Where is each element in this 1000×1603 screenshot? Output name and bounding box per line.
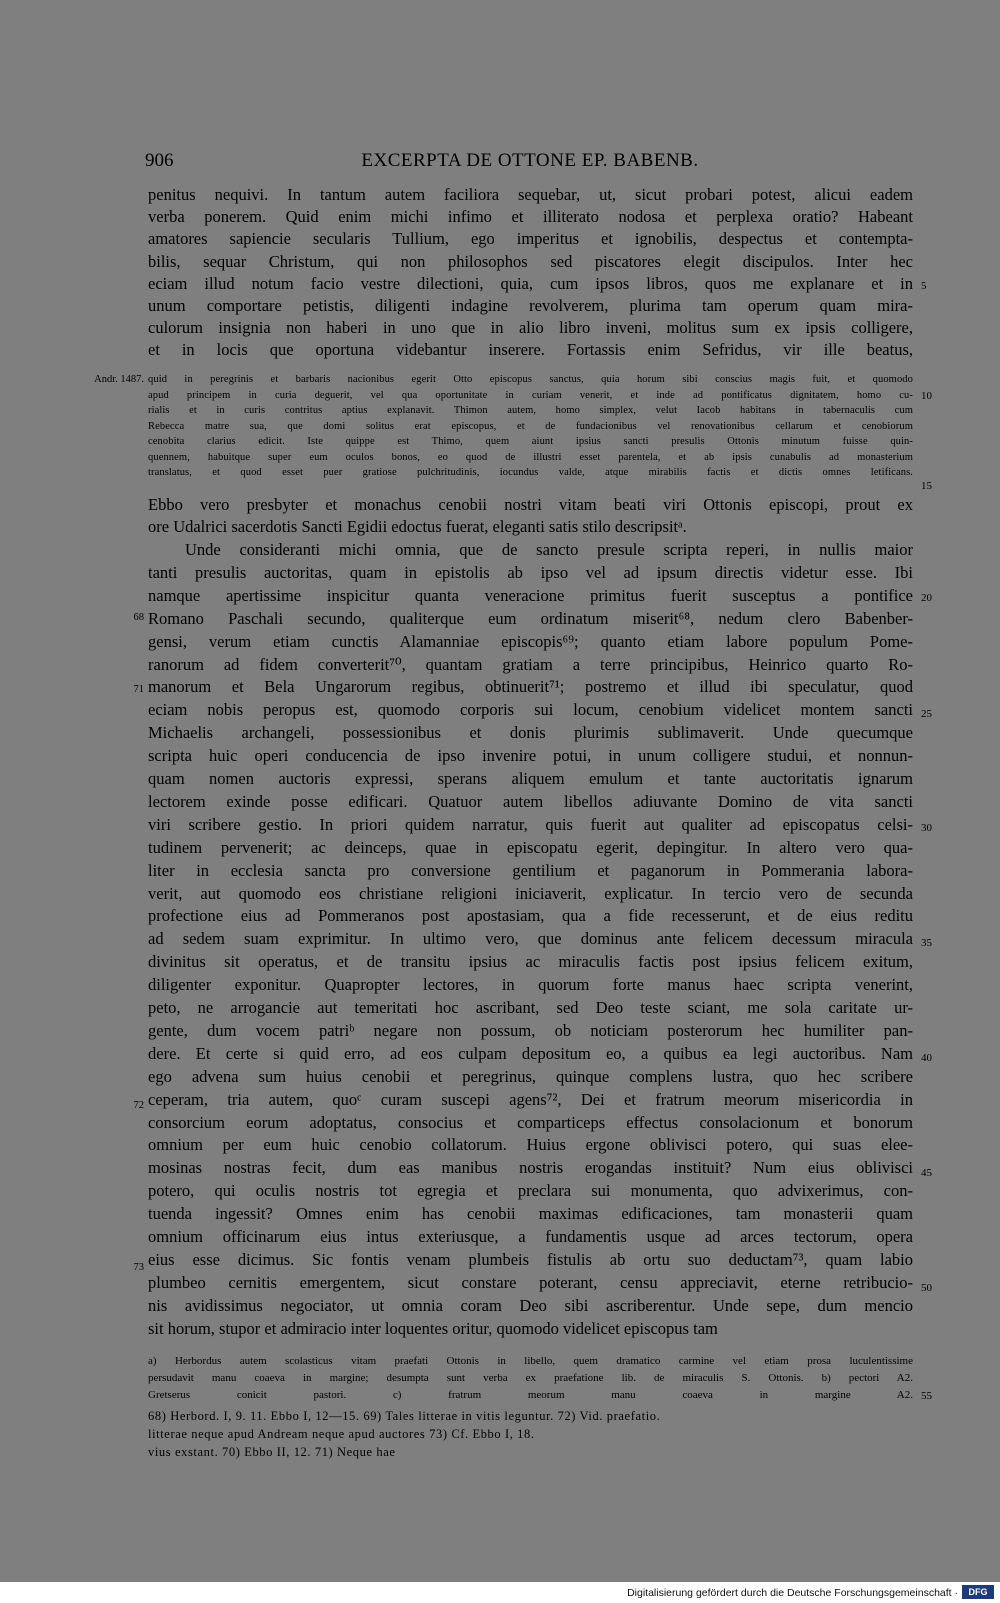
body-line: ranorum ad fidem converterit⁷⁰, quantam gratiam a terre principibus, Heinrico quarto Ro- [148, 654, 913, 674]
funding-credit: Digitalisierung gefördert durch die Deutsche Forschungsgemeinschaft · [627, 1587, 958, 1599]
line-number: 15 [921, 480, 932, 492]
quoted-small-line: cenobita clarius edicit. Iste quippe est Thimo, quem aiunt ipsius sancti presulis Ottonis minutum fuisse quin- [148, 436, 913, 447]
quoted-small-line: translatus, et quod esset puer gratiose pulchritudinis, iocundus valde, atque mirabilis factis et dictis omnes letificans. [148, 467, 913, 478]
quoted-small-line: quennem, habuitque super eum oculos bonos, eo quod de illustri esset parentela, et ab ipsis cunabulis ad monasterium [148, 451, 913, 463]
line-number: 25 [921, 708, 932, 720]
body-line: eius esse dicimus. Sic fontis venam plumbeis fistulis ab ortu suo deductam⁷³, quam labio [148, 1249, 913, 1269]
body-line: penitus nequivi. In tantum autem faciliora sequebar, ut, sicut probari potest, alicui eadem [148, 185, 913, 204]
body-line: viri scribere gestio. In priori quidem narratur, quis fuerit aut qualiter ad episcopatus celsi- [148, 814, 913, 834]
quoted-small-line: Rebecca matre sua, que domi solitus erat episcopus, et de fundacionibus vel renovationibus cellarum et cenobiorum [148, 420, 913, 432]
body-line: culorum insignia non haberi in uno que in alio libro inveni, molitus sum ex ipsis colligere, [148, 318, 913, 338]
body-line: tanti presulis auctoritas, quam in epistolis ab ipso vel ad ipsum directis videtur esse. Ibi [148, 562, 913, 582]
page-number: 906 [145, 150, 174, 171]
line-number: 5 [921, 280, 927, 292]
margin-note-andr: Andr. 1487. [94, 374, 144, 385]
body-line: gensi, verum etiam cunctis Alamanniae episcopis⁶⁹; quanto etiam labore populum Pome- [148, 631, 913, 651]
body-line: ego advena sum huius cenobii et peregrinus, quinque complens lustra, quo hec scribere [148, 1066, 913, 1086]
body-line: Michaelis archangeli, possessionibus et donis plurimis sublimaverit. Unde quecumque [148, 723, 913, 743]
body-line: amatores sapiencie secularis Tullium, ego imperitus et ignobilis, despectus et contempta- [148, 229, 913, 249]
line-number: 20 [921, 592, 932, 604]
dfg-logo: DFG [962, 1585, 994, 1599]
body-line: potero, qui oculis nostris tot egregia et preclara sui monumenta, quo advixerimus, con- [148, 1181, 913, 1201]
body-line: verit, aut quomodo eos christiane religioni iniciaverit, explicatur. In tercio vero de secunda [148, 883, 913, 903]
margin-note-73: 73 [133, 1262, 144, 1273]
body-line: verba ponerem. Quid enim michi infimo et illiterato nodosa et perplexa oratio? Habeant [148, 207, 913, 227]
body-line: plumbeo cernitis emergentem, sicut constare poterant, censu appreciavit, eterne retribucio- [148, 1272, 913, 1292]
body-line: Ebbo vero presbyter et monachus cenobii nostri vitam beati viri Ottonis episcopi, prout ex [148, 495, 913, 514]
body-line: Romano Paschali secundo, qualiterque eum ordinatum miserit⁶⁸, nedum clero Babenber- [148, 608, 913, 628]
body-line: manorum et Bela Ungarorum regibus, obtinuerit⁷¹; postremo et illud ibi speculatur, quod [148, 677, 913, 697]
body-line: unum comportare petistis, diligenti indagine revolverem, plurima tam operum quam mira- [148, 296, 913, 315]
body-line: tuenda ingessit? Omnes enim has cenobii maximas edificaciones, tam monasterii quam [148, 1204, 913, 1224]
margin-note-71: 71 [133, 684, 144, 695]
footnote-line: a) Herbordus autem scolasticus vitam praefati Ottonis in libello, quem dramatico carmine vel etiam prosa luculentissime [148, 1355, 913, 1367]
body-line: consorcium eorum adoptatus, consocius et comparticeps effectus consolacionum et bonorum [148, 1112, 913, 1132]
quoted-small-line: quid in peregrinis et barbaris nacionibus egerit Otto episcopus sanctus, quia horum sibi conscius magis fuit, et quomodo [148, 374, 913, 385]
body-line: Unde consideranti michi omnia, que de sancto presule scripta reperi, in nullis maior [185, 540, 913, 559]
reference-line: vius exstant. 70) Ebbo II, 12. 71) Neque hae [148, 1445, 396, 1459]
body-line: peto, ne arrogancie aut temeritati hoc ascribant, sed Deo teste sciant, me sola caritate ur- [148, 998, 913, 1017]
body-line: ad sedem suam exprimitur. In ultimo vero, que dominus ante felicem decessum miracula [148, 929, 913, 949]
margin-note-68: 68 [133, 612, 144, 623]
body-line: bilis, sequar Christum, qui non philosophos sed piscatores elegit discipulos. Inter hec [148, 251, 913, 271]
body-line: ore Udalrici sacerdotis Sancti Egidii edoctus fuerat, eleganti satis stilo descripsitᵃ. [148, 517, 687, 536]
line-number: 55 [921, 1390, 932, 1402]
body-line: mosinas nostras fecit, dum eas manibus nostris erogandas instituit? Num eius oblivisci [148, 1158, 913, 1178]
reference-line: 68) Herbord. I, 9. 11. Ebbo I, 12—15. 69) Tales litterae in vitis leguntur. 72) Vid. praefatio. [148, 1409, 661, 1423]
body-line: tudinem pervenerit; ac deinceps, quae in episcopatu egerit, depingitur. In altero vero qua- [148, 837, 913, 857]
line-number: 40 [921, 1052, 932, 1064]
body-line: omnium per eum huic cenobio collatorum. Huius ergone oblivisci potero, qui suas elee- [148, 1135, 913, 1155]
body-line: eciam illud notum facio vestre dilectioni, quia, cum ipsos libros, quos me explanare et in [148, 273, 913, 293]
body-line: eciam nobis peropus est, quomodo corporis sui locum, cenobium videlicet montem sancti [148, 700, 913, 720]
footnote-line: Gretserus conicit pastori. c) fratrum meorum manu coaeva in margine A2. [148, 1389, 913, 1401]
body-line: quam nomen auctoris expressi, sperans aliquem emulum et tante auctoritatis ignarum [148, 769, 913, 788]
line-number: 10 [921, 390, 932, 402]
running-title: EXCERPTA DE OTTONE EP. BABENB. [361, 150, 699, 171]
body-line: profectione eius ad Pommeranos post apostasiam, qua a fide recesserunt, et de eius reditu [148, 906, 913, 926]
quoted-small-line: rialis et in curis contritus aptius explanavit. Thimon autem, homo simplex, velut Iacob habitans in tabernaculis cum [148, 405, 913, 416]
body-line: nis avidissimus negociator, ut omnia coram Deo sibi ascriberentur. Unde sepe, dum mencio [148, 1295, 913, 1315]
body-line: sit horum, stupor et admiracio inter loquentes oritur, quomodo videlicet episcopus tam [148, 1318, 718, 1338]
line-number: 45 [921, 1167, 932, 1179]
footer-bar [0, 1582, 1000, 1603]
margin-note-72: 72 [133, 1100, 144, 1111]
body-line: scripta huic operi conducencia de ipso invenire potui, in unum colligere studui, et nonnun- [148, 746, 913, 766]
line-number: 50 [921, 1282, 932, 1294]
body-line: et in locis que oportuna videbantur inserere. Fortassis enim Sefridus, vir ille beatus, [148, 340, 913, 360]
body-line: dere. Et certe si quid erro, ad eos culpam depositum eo, a quibus ea legi auctoribus. Nam [148, 1043, 913, 1063]
body-line: namque apertissime inspicitur quanta veneracione primitus fuerit susceptus a pontifice [148, 585, 913, 605]
line-number: 35 [921, 937, 932, 949]
page-header [145, 150, 915, 174]
quoted-small-line: apud principem in curia deguerit, vel qua oportunitate in curiam venerit, et inde ad pontificatus dignitatem, homo cu- [148, 389, 913, 401]
line-number: 30 [921, 822, 932, 834]
reference-line: litterae neque apud Andream neque apud auctores 73) Cf. Ebbo I, 18. [148, 1427, 535, 1441]
body-line: liter in ecclesia sancta pro conversione gentilium et paganorum in Pommerania labora- [148, 860, 913, 880]
body-line: divinitus sit operatus, et de transitu ipsius ac miraculis factis post ipsius felicem exitum, [148, 952, 913, 972]
footnote-line: persudavit manu coaeva in margine; desumpta sunt verba ex praefatione lib. de miraculis S. Ottonis. b) pectori A2. [148, 1372, 913, 1384]
body-line: ceperam, tria autem, quoᶜ curam suscepi agens⁷², Dei et fratrum meorum misericordia in [148, 1089, 913, 1109]
body-line: lectorem exinde posse edificari. Quatuor autem libellos adiuvante Domino de vita sancti [148, 791, 913, 811]
body-line: gente, dum vocem patriᵇ negare non possum, ob noticiam posterorum hec humiliter pan- [148, 1020, 913, 1040]
body-line: omnium officinarum eius intus exteriusque, a fundamentis usque ad arces tectorum, opera [148, 1227, 913, 1246]
body-line: diligenter exponitur. Quapropter lectores, in quorum forte manus haec scripta venerint, [148, 975, 913, 995]
